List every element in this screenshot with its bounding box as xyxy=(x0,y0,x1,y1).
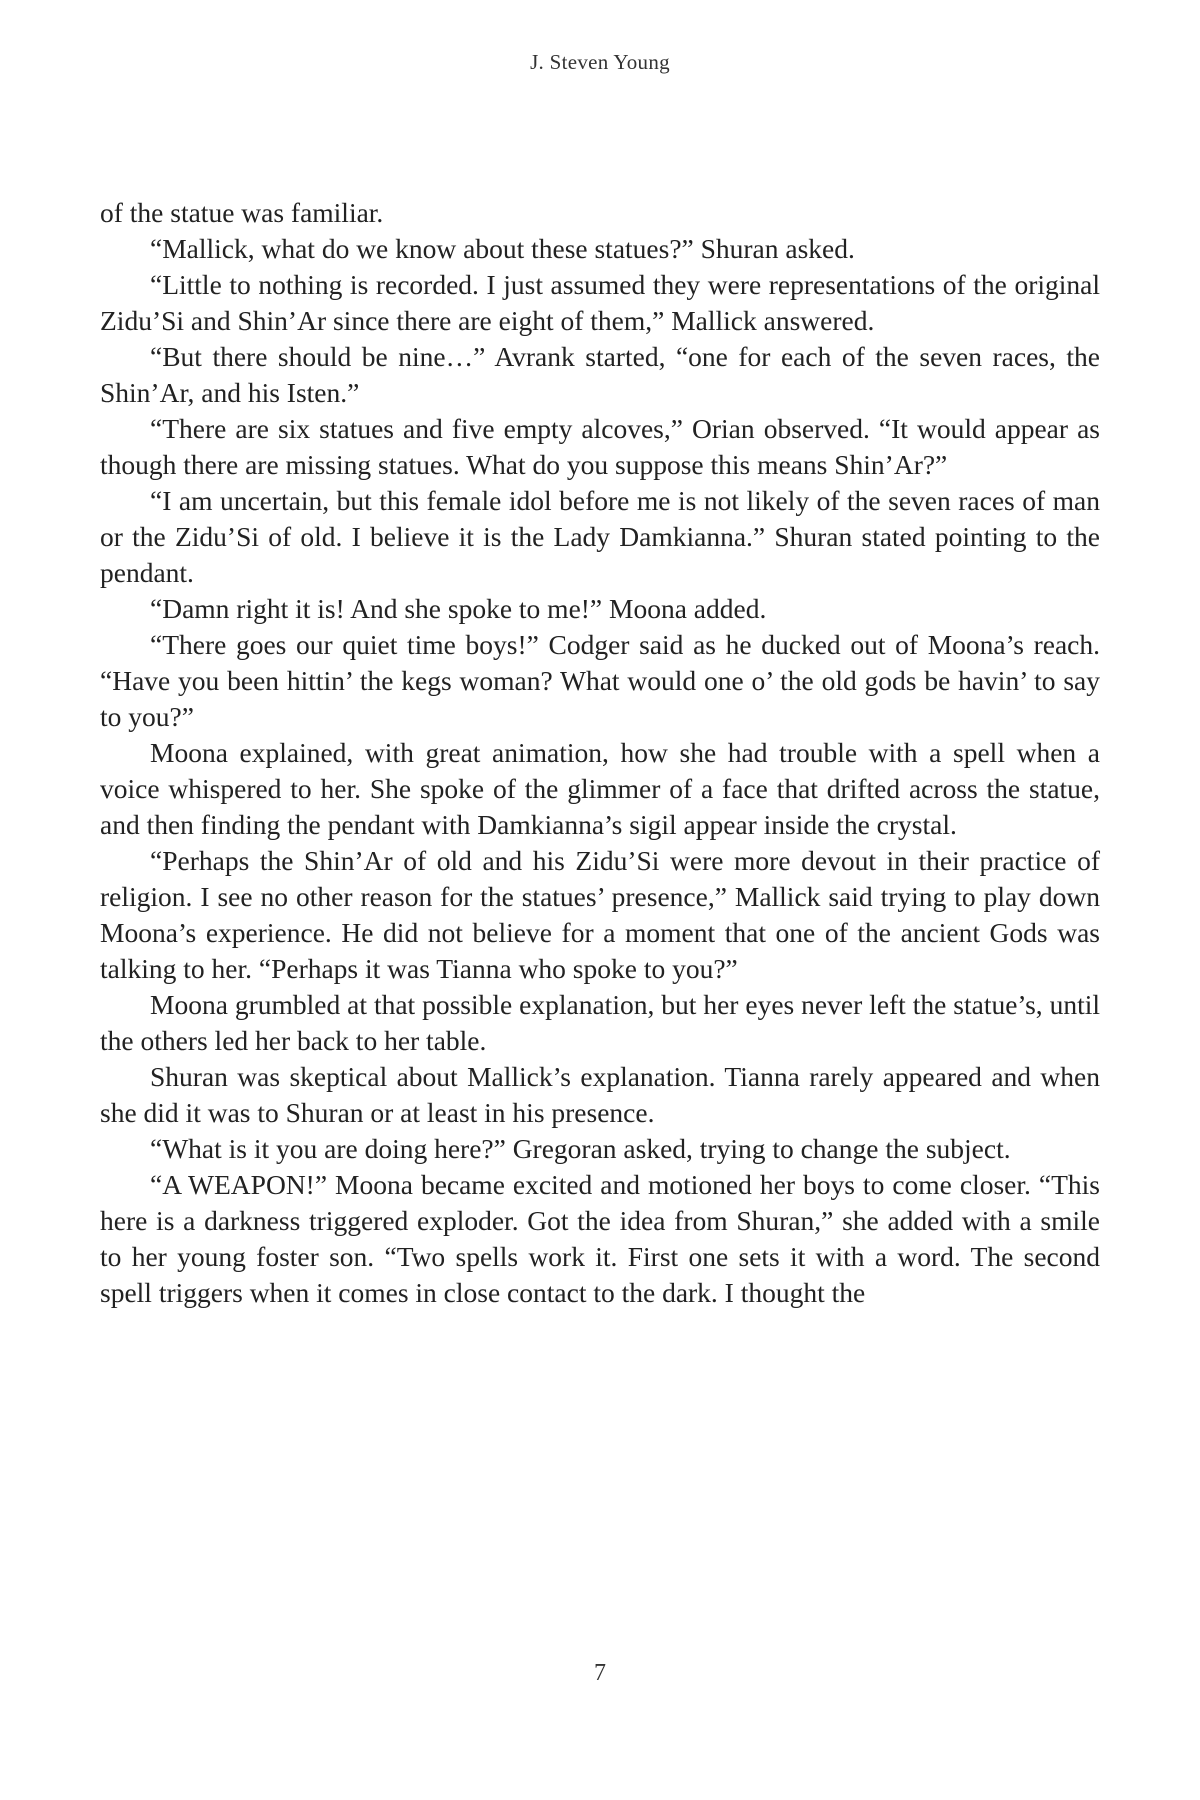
running-header-author: J. Steven Young xyxy=(530,50,670,74)
paragraph: “But there should be nine…” Avrank started, “one for each of the seven races, the Shin’Ar, and his Isten.” xyxy=(100,341,1100,408)
page-number: 7 xyxy=(594,1660,606,1686)
paragraph: “I am uncertain, but this female idol before me is not likely of the seven races of man or the Zidu’Si of old. I believe it is the Lady Damkianna.” Shuran stated pointing to the pendant. xyxy=(100,485,1100,588)
paragraph: “There are six statues and five empty alcoves,” Orian observed. “It would appear as though there are missing statues. What do you suppose this means Shin’Ar?” xyxy=(100,413,1100,480)
body-text xyxy=(100,195,1100,1311)
paragraph: Moona grumbled at that possible explanation, but her eyes never left the statue’s, until the others led her back to her table. xyxy=(100,989,1100,1056)
paragraph: “There goes our quiet time boys!” Codger said as he ducked out of Moona’s reach. “Have you been hittin’ the kegs woman? What would one o’ the old gods be havin’ to say to you?” xyxy=(100,629,1100,732)
paragraph: Shuran was skeptical about Mallick’s explanation. Tianna rarely appeared and when she did it was to Shuran or at least in his presence. xyxy=(100,1061,1100,1128)
paragraph: “Little to nothing is recorded. I just assumed they were representations of the original Zidu’Si and Shin’Ar since there are eight of them,” Mallick answered. xyxy=(100,269,1100,336)
paragraph: “Damn right it is! And she spoke to me!” Moona added. xyxy=(150,593,767,624)
paragraph: “Mallick, what do we know about these statues?” Shuran asked. xyxy=(150,233,855,264)
paragraph: “Perhaps the Shin’Ar of old and his Zidu’Si were more devout in their practice of religion. I see no other reason for the statues’ presence,” Mallick said trying to play down Moona’s experience. He did not believe for a moment that one of the ancient Gods was talking to her. “Perhaps it was Tianna who spoke to you?” xyxy=(100,845,1100,984)
paragraph: Moona explained, with great animation, how she had trouble with a spell when a voice whispered to her. She spoke of the glimmer of a face that drifted across the statue, and then finding the pendant with Damkianna’s sigil appear inside the crystal. xyxy=(100,737,1100,840)
paragraph: of the statue was familiar. xyxy=(100,197,384,228)
paragraph: “What is it you are doing here?” Gregoran asked, trying to change the subject. xyxy=(150,1133,1011,1164)
paragraph: “A WEAPON!” Moona became excited and motioned her boys to come closer. “This here is a darkness triggered exploder. Got the idea from Shuran,” she added with a smile to her young foster son. “Two spells work it. First one sets it with a word. The second spell triggers when it comes in close contact to the dark. I thought the xyxy=(100,1169,1100,1308)
